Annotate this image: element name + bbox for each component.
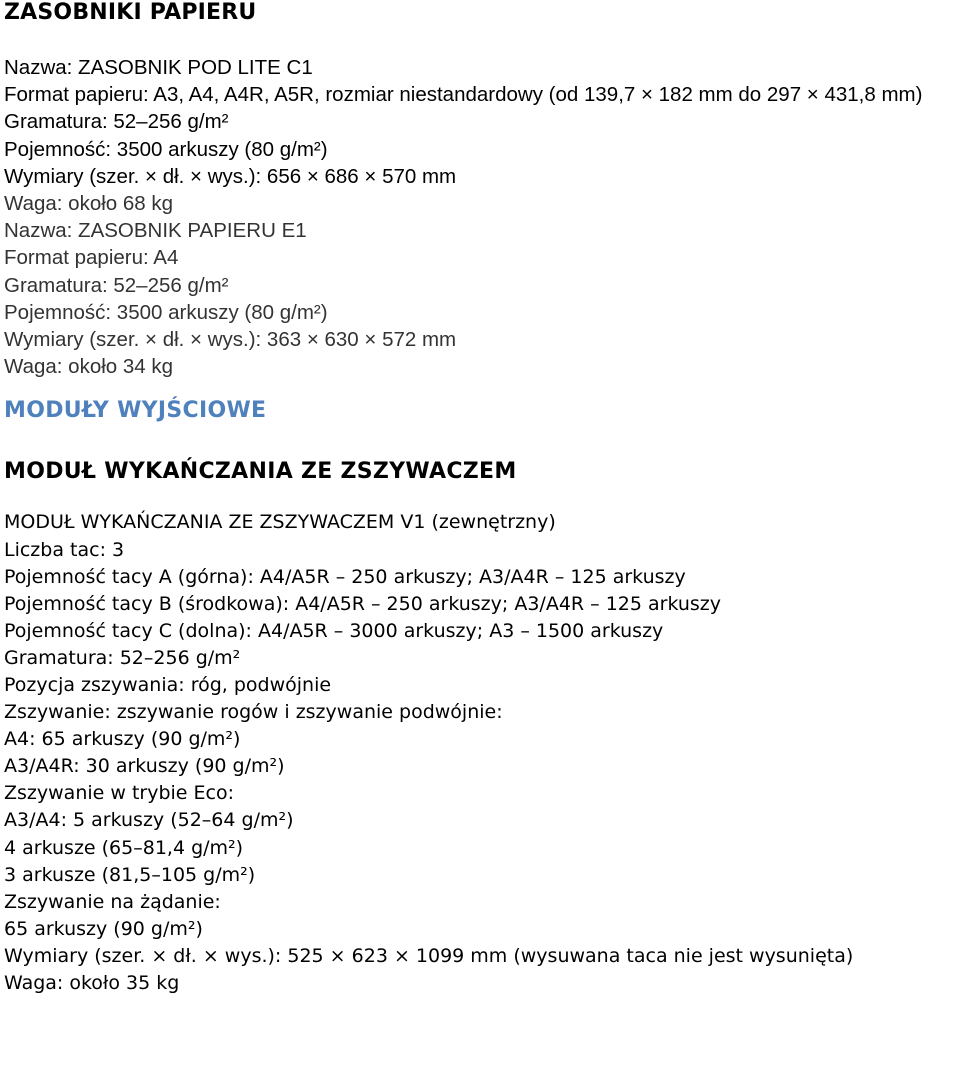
finisher-mass: Waga: około 35 kg xyxy=(4,972,180,995)
tray2-mass: Waga: około 34 kg xyxy=(4,355,174,379)
finisher-tray-a-capacity: Pojemność tacy A (górna): A4/A5R – 250 arkuszy; A3/A4R – 125 arkuszy xyxy=(4,565,686,588)
tray-spec-block xyxy=(4,54,958,380)
section-heading-outputs: MODUŁY WYJŚCIOWE xyxy=(4,398,267,424)
finisher-tray-b-capacity: Pojemność tacy B (środkowa): A4/A5R – 250 arkuszy; A3/A4R – 125 arkuszy xyxy=(4,592,722,615)
tray2-paper-format: Format papieru: A4 xyxy=(4,246,179,270)
tray1-dimensions: Wymiary (szer. × dł. × wys.): 656 × 686 × 570 mm xyxy=(4,164,457,188)
finisher-stapling-a3: A3/A4R: 30 arkuszy (90 g/m²) xyxy=(4,755,285,778)
tray1-mass: Waga: około 68 kg xyxy=(4,192,174,216)
finisher-model: MODUŁ WYKAŃCZANIA ZE ZSZYWACZEM V1 (zewnętrzny) xyxy=(4,511,556,534)
finisher-eco-2: 4 arkusze (65–81,4 g/m²) xyxy=(4,836,244,859)
finisher-tray-c-capacity: Pojemność tacy C (dolna): A4/A5R – 3000 arkuszy; A3 – 1500 arkuszy xyxy=(4,619,664,642)
tray1-capacity: Pojemność: 3500 arkuszy (80 g/m²) xyxy=(4,137,328,161)
document-page xyxy=(4,0,958,997)
section-heading-finisher: MODUŁ WYKAŃCZANIA ZE ZSZYWACZEM xyxy=(4,459,517,485)
finisher-on-demand-heading: Zszywanie na żądanie: xyxy=(4,890,221,913)
tray1-weight-range: Gramatura: 52–256 g/m² xyxy=(4,110,229,134)
finisher-weight-range: Gramatura: 52–256 g/m² xyxy=(4,646,241,669)
finisher-eco-3: 3 arkusze (81,5–105 g/m²) xyxy=(4,863,256,886)
finisher-stapling-heading: Zszywanie: zszywanie rogów i zszywanie podwójnie: xyxy=(4,701,503,724)
tray2-weight-range: Gramatura: 52–256 g/m² xyxy=(4,273,229,297)
finisher-staple-position: Pozycja zszywania: róg, podwójnie xyxy=(4,674,332,696)
finisher-dimensions: Wymiary (szer. × dł. × wys.): 525 × 623 × 1099 mm (wysuwana taca nie jest wysunięta) xyxy=(4,944,854,967)
finisher-on-demand-value: 65 arkuszy (90 g/m²) xyxy=(4,917,203,940)
tray1-name: Nazwa: ZASOBNIK POD LITE C1 xyxy=(4,56,313,79)
finisher-stapling-a4: A4: 65 arkuszy (90 g/m²) xyxy=(4,728,241,751)
finisher-eco-heading: Zszywanie w trybie Eco: xyxy=(4,782,234,805)
finisher-tray-count: Liczba tac: 3 xyxy=(4,538,125,561)
tray1-paper-format: Format papieru: A3, A4, A4R, A5R, rozmiar niestandardowy (od 139,7 × 182 mm do 297 × 431,8 mm) xyxy=(4,83,923,107)
tray2-dimensions: Wymiary (szer. × dł. × wys.): 363 × 630 × 572 mm xyxy=(4,328,457,352)
finisher-spec-block xyxy=(4,509,958,997)
finisher-eco-1: A3/A4: 5 arkuszy (52–64 g/m²) xyxy=(4,809,294,832)
page-title: ZASOBNIKI PAPIERU xyxy=(4,0,257,25)
tray2-name: Nazwa: ZASOBNIK PAPIERU E1 xyxy=(4,219,307,243)
tray2-capacity: Pojemność: 3500 arkuszy (80 g/m²) xyxy=(4,300,328,324)
